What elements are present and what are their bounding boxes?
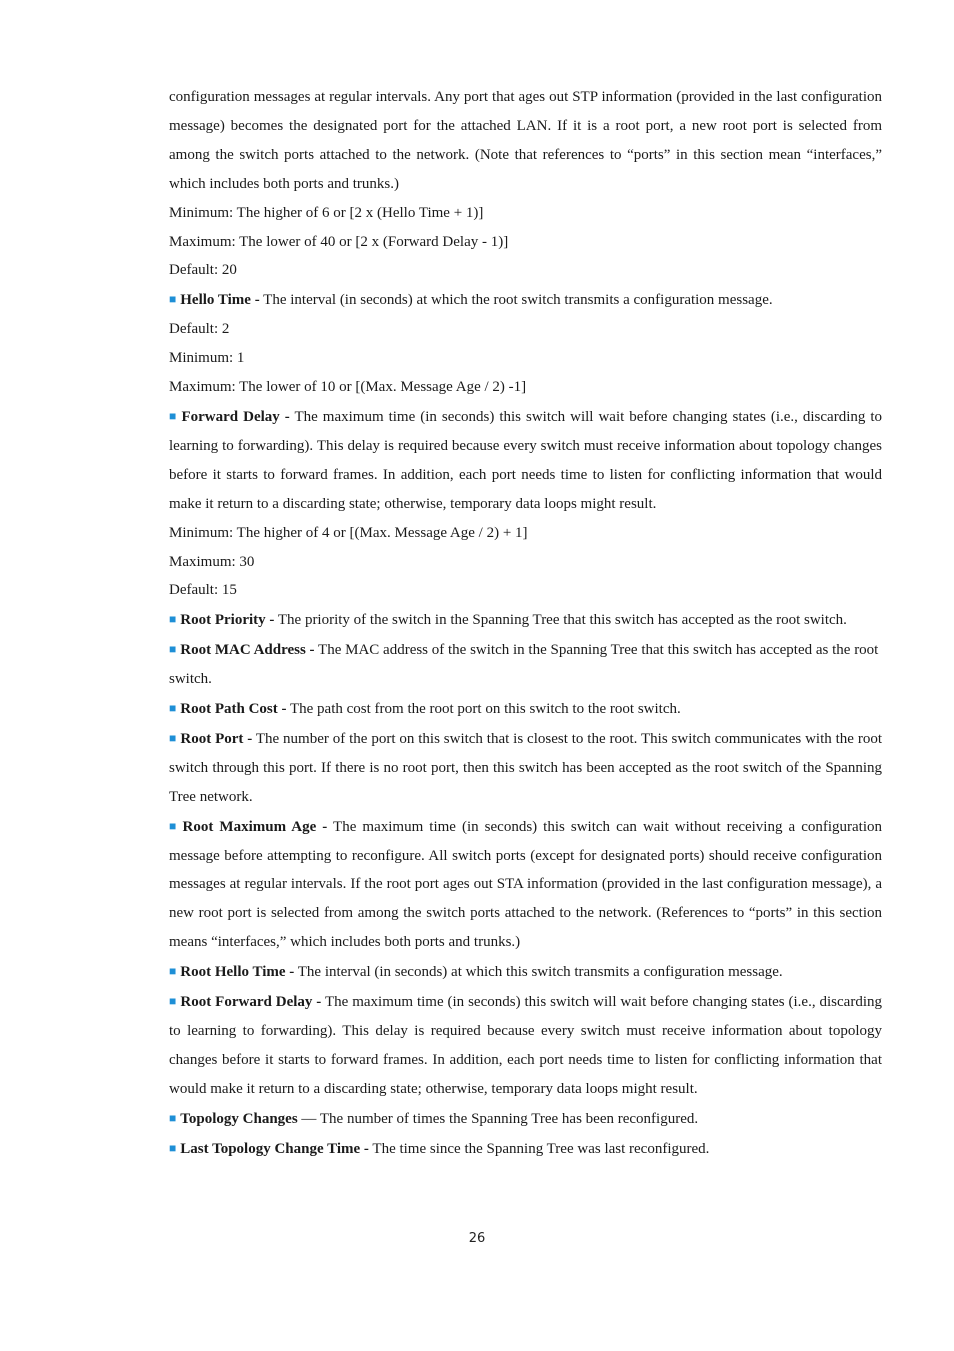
root-path-cost-term: Root Path Cost - bbox=[180, 701, 287, 718]
root-max-age-desc: The maximum time (in seconds) this switch can wait without receiving a configuration message before attempting to reconfigure. All switch ports (except for designated ports) should receive configuration messages at regular intervals. If the root port ages out STA information (provided in the last configuration message), a new root port is selected from among the switch ports attached to the network. (References to “ports” in this section means “interfaces,” which includes both ports and trunks.) bbox=[169, 818, 883, 951]
forward-delay-term: Forward Delay - bbox=[181, 408, 290, 425]
root-mac-entry bbox=[169, 635, 882, 694]
last-topology-change-term: Last Topology Change Time - bbox=[180, 1140, 369, 1157]
hello-time-desc: The interval (in seconds) at which the root switch transmits a configuration message. bbox=[259, 292, 773, 309]
root-port-desc: The number of the port on this switch that is closest to the root. This switch communicates with the root switch through this port. If there is no root port, then this switch has been accepted as the root switch of the Spanning Tree network. bbox=[169, 730, 882, 805]
bullet-icon: ■ bbox=[169, 701, 177, 716]
topology-changes-term: Topology Changes bbox=[180, 1110, 298, 1127]
root-forward-delay-entry bbox=[169, 987, 882, 1104]
hello-time-minimum: Minimum: 1 bbox=[169, 350, 245, 367]
forward-delay-entry bbox=[169, 402, 882, 519]
bullet-icon: ■ bbox=[169, 818, 179, 833]
topology-changes-entry bbox=[169, 1104, 882, 1134]
bullet-icon: ■ bbox=[169, 642, 177, 657]
root-forward-delay-desc: The maximum time (in seconds) this switch will wait before changing states (i.e., discarding to learning to forwarding). This delay is required because every switch must receive information about topology changes before it starts to forward frames. In addition, each port needs time to listen for conflicting information that would make it return to a discarding state; otherwise, temporary data loops might result. bbox=[169, 994, 882, 1097]
intro-paragraph: configuration messages at regular intervals. Any port that ages out STP information (provided in the last configuration message) becomes the designated port for the attached LAN. If it is a root port, a new root port is selected from among the switch ports attached to the network. (Note that references to “ports” in this section mean “interfaces,” which includes both ports and trunks.) bbox=[169, 89, 882, 192]
root-priority-entry bbox=[169, 605, 882, 635]
forward-delay-minimum: Minimum: The higher of 4 or [(Max. Message Age / 2) + 1] bbox=[169, 524, 528, 541]
root-port-entry bbox=[169, 724, 882, 812]
root-hello-time-entry bbox=[169, 957, 882, 987]
bullet-icon: ■ bbox=[169, 1140, 177, 1155]
max-age-maximum: Maximum: The lower of 40 or [2 x (Forward Delay - 1)] bbox=[169, 233, 509, 250]
page-number: 26 bbox=[468, 1231, 486, 1246]
root-max-age-term: Root Maximum Age - bbox=[182, 818, 328, 835]
bullet-icon: ■ bbox=[169, 994, 177, 1009]
bullet-icon: ■ bbox=[169, 612, 177, 627]
root-path-cost-desc: The path cost from the root port on this switch to the root switch. bbox=[286, 701, 681, 718]
bullet-icon: ■ bbox=[169, 964, 177, 979]
last-topology-change-entry bbox=[169, 1134, 882, 1164]
hello-time-default: Default: 2 bbox=[169, 321, 230, 338]
last-topology-change-desc: The time since the Spanning Tree was last reconfigured. bbox=[368, 1140, 710, 1157]
root-mac-term: Root MAC Address - bbox=[180, 642, 315, 659]
forward-delay-default: Default: 15 bbox=[169, 582, 237, 599]
root-forward-delay-term: Root Forward Delay - bbox=[180, 994, 322, 1011]
hello-time-term: Hello Time - bbox=[180, 292, 260, 309]
root-priority-desc: The priority of the switch in the Spanning Tree that this switch has accepted as the root switch. bbox=[274, 612, 847, 629]
bullet-icon: ■ bbox=[169, 1110, 177, 1125]
root-hello-time-desc: The interval (in seconds) at which this switch transmits a configuration message. bbox=[294, 964, 783, 981]
max-age-minimum: Minimum: The higher of 6 or [2 x (Hello Time + 1)] bbox=[169, 204, 484, 221]
root-mac-desc: The MAC address of the switch in the Spanning Tree that this switch has accepted as the root switch. bbox=[169, 642, 879, 688]
root-hello-time-term: Root Hello Time - bbox=[180, 964, 295, 981]
document-body bbox=[169, 83, 882, 1164]
forward-delay-maximum: Maximum: 30 bbox=[169, 553, 255, 570]
root-path-cost-entry bbox=[169, 694, 882, 724]
forward-delay-desc: The maximum time (in seconds) this switch will wait before changing states (i.e., discarding to learning to forwarding). This delay is required because every switch must receive information about topology changes before it starts to forward frames. In addition, each port needs time to listen for conflicting information that would make it return to a discarding state; otherwise, temporary data loops might result. bbox=[169, 408, 883, 512]
hello-time-entry bbox=[169, 285, 882, 315]
max-age-default: Default: 20 bbox=[169, 262, 237, 279]
topology-changes-desc: — The number of times the Spanning Tree has been reconfigured. bbox=[297, 1110, 699, 1127]
bullet-icon: ■ bbox=[169, 408, 178, 423]
root-max-age-entry bbox=[169, 812, 882, 958]
root-priority-term: Root Priority - bbox=[180, 612, 275, 629]
hello-time-maximum: Maximum: The lower of 10 or [(Max. Message Age / 2) -1] bbox=[169, 379, 527, 396]
bullet-icon: ■ bbox=[169, 292, 177, 307]
bullet-icon: ■ bbox=[169, 730, 177, 745]
root-port-term: Root Port - bbox=[180, 730, 253, 747]
